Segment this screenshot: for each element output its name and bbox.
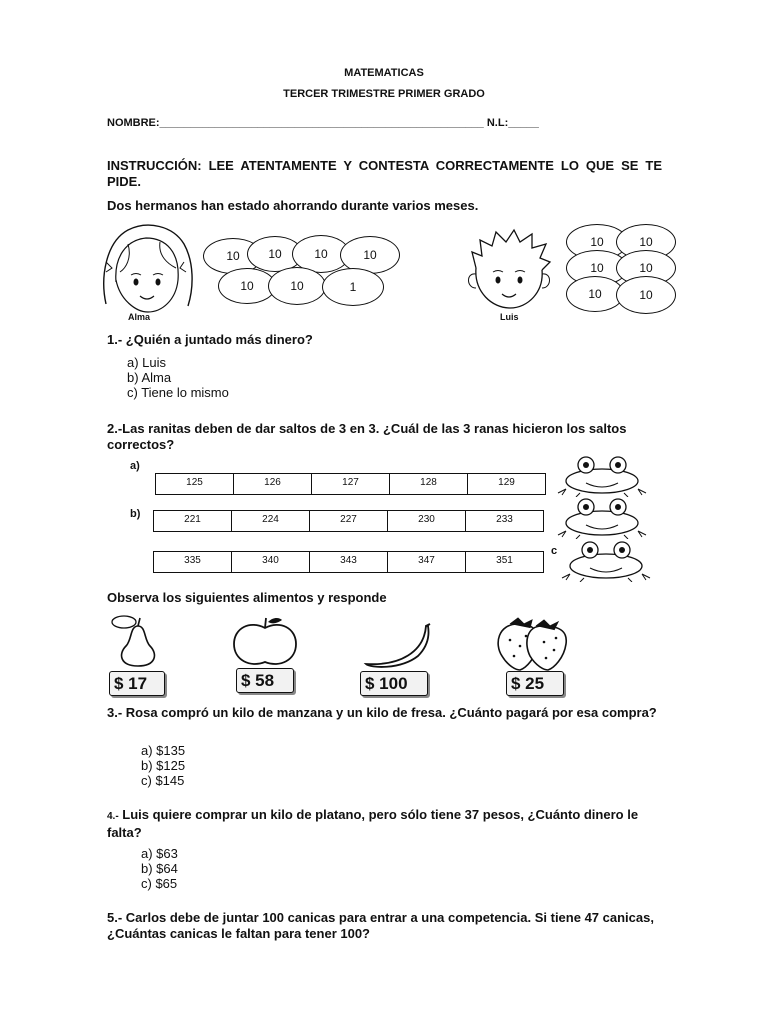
alma-coin: 10 bbox=[247, 236, 303, 272]
number-cell: 129 bbox=[498, 477, 515, 488]
alma-coin: 10 bbox=[268, 267, 326, 305]
number-cell: 347 bbox=[388, 552, 466, 572]
frog-b-icon bbox=[556, 497, 648, 539]
number-cell: 125 bbox=[156, 474, 234, 494]
foods-prompt: Observa los siguientes alimentos y responde bbox=[107, 590, 387, 605]
row-c-label: c bbox=[551, 545, 558, 557]
row-b-label: b) bbox=[130, 508, 141, 520]
option-b[interactable]: b) Alma bbox=[127, 370, 172, 385]
option-a[interactable]: a) $63 bbox=[141, 846, 178, 861]
number-row-b bbox=[153, 510, 544, 532]
worksheet-title: MATEMATICAS bbox=[344, 67, 424, 79]
luis-coin: 10 bbox=[616, 276, 676, 314]
option-a[interactable]: a) $135 bbox=[141, 743, 186, 758]
number-cell: 343 bbox=[310, 552, 388, 572]
apple-icon bbox=[230, 616, 300, 668]
question-4-number: 4.- bbox=[107, 811, 119, 822]
question-4-text: Luis quiere comprar un kilo de platano, pero sólo tiene 37 pesos, ¿Cuánto dinero le falta? bbox=[107, 807, 639, 840]
option-c[interactable]: c) $65 bbox=[141, 876, 178, 891]
luis-coin: 10 bbox=[566, 276, 624, 312]
strawberry-icon bbox=[490, 614, 570, 672]
question-3: 3.- Rosa compró un kilo de manzana y un kilo de fresa. ¿Cuánto pagará por esa compra? bbox=[107, 705, 657, 720]
luis-coin: 10 bbox=[616, 224, 676, 260]
pear-icon bbox=[108, 612, 168, 668]
alma-coin: 10 bbox=[340, 236, 400, 274]
luis-face-drawing bbox=[462, 226, 556, 312]
alma-coin: 10 bbox=[203, 238, 263, 274]
number-cell: 126 bbox=[234, 474, 312, 494]
instruction: INSTRUCCIÓN: LEE ATENTAMENTE Y CONTESTA CORRECTAMENTE LO QUE SE TE PIDE. bbox=[107, 158, 662, 189]
number-row-c bbox=[153, 551, 544, 573]
row-a-label: a) bbox=[130, 460, 140, 472]
question-4-options bbox=[141, 846, 178, 891]
number-cell: 127 bbox=[312, 474, 390, 494]
apple-price-tag: $ 58 bbox=[236, 668, 294, 693]
question-1-options bbox=[127, 355, 229, 400]
luis-coin: 10 bbox=[616, 250, 676, 286]
worksheet-subtitle: TERCER TRIMESTRE PRIMER GRADO bbox=[283, 88, 485, 100]
number-cell: 128 bbox=[390, 474, 468, 494]
strawberry-price-tag: $ 25 bbox=[506, 671, 564, 696]
question-4 bbox=[107, 807, 667, 841]
number-cell: 221 bbox=[154, 511, 232, 531]
frog-c-icon bbox=[560, 540, 652, 582]
pear-price-tag: $ 17 bbox=[109, 671, 165, 696]
question-2: 2.-Las ranitas deben de dar saltos de 3 en 3. ¿Cuál de las 3 ranas hicieron los saltos correctos? bbox=[107, 421, 627, 452]
alma-coin: 1 bbox=[322, 268, 384, 306]
alma-face-drawing bbox=[98, 222, 198, 314]
question-1: 1.- ¿Quién a juntado más dinero? bbox=[107, 332, 313, 347]
option-b[interactable]: b) $64 bbox=[141, 861, 178, 876]
luis-coin: 10 bbox=[566, 224, 628, 260]
question-5: 5.- Carlos debe de juntar 100 canicas para entrar a una competencia. Si tiene 47 canicas, ¿Cuántas canicas le faltan para tener 100? bbox=[107, 910, 654, 941]
option-c[interactable]: c) Tiene lo mismo bbox=[127, 385, 229, 400]
alma-coin: 10 bbox=[292, 235, 350, 273]
number-row-a bbox=[155, 473, 546, 495]
intro-text: Dos hermanos han estado ahorrando durante varios meses. bbox=[107, 198, 479, 213]
alma-coin: 10 bbox=[218, 268, 276, 304]
question-3-options bbox=[141, 743, 185, 788]
number-cell: 230 bbox=[388, 511, 466, 531]
luis-label: Luis bbox=[500, 312, 519, 322]
banana-price-tag: $ 100 bbox=[360, 671, 428, 696]
luis-coin: 10 bbox=[566, 250, 628, 286]
number-cell: 340 bbox=[232, 552, 310, 572]
option-b[interactable]: b) $125 bbox=[141, 758, 186, 773]
frog-a-icon bbox=[556, 455, 648, 497]
banana-icon bbox=[360, 622, 432, 670]
alma-label: Alma bbox=[128, 312, 151, 322]
option-a[interactable]: a) Luis bbox=[127, 355, 167, 370]
number-cell: 224 bbox=[232, 511, 310, 531]
name-line: NOMBRE:_____________________________________________________ N.L:_____ bbox=[107, 117, 539, 129]
number-cell: 233 bbox=[496, 514, 513, 525]
number-cell: 351 bbox=[496, 555, 513, 566]
number-cell: 227 bbox=[310, 511, 388, 531]
option-c[interactable]: c) $145 bbox=[141, 773, 185, 788]
number-cell: 335 bbox=[154, 552, 232, 572]
